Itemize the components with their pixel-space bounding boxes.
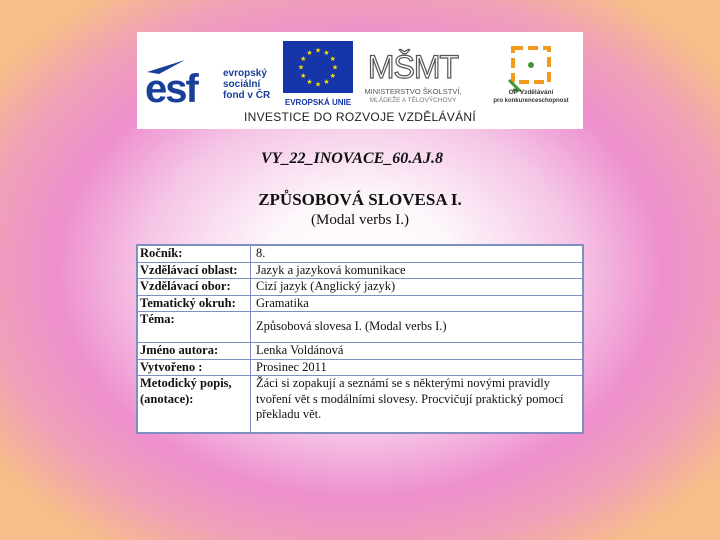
table-row xyxy=(137,343,583,360)
eu-star-icon: ★ xyxy=(306,78,313,87)
msmt-logo-text: MŠMT xyxy=(367,49,459,85)
row-label: Jméno autora: xyxy=(137,343,251,360)
row-label: Téma: xyxy=(137,312,251,343)
row-label: Metodický popis, (anotace): xyxy=(137,376,251,434)
funding-logos-banner xyxy=(137,32,583,129)
esf-logo xyxy=(145,60,271,111)
row-value: Žáci si zopakují a seznámí se s některými novými pravidly tvoření vět s modálními slovesy. Procvičují praktický pomocí překladu vět. xyxy=(251,376,584,434)
table-row xyxy=(137,279,583,296)
eu-star-icon: ★ xyxy=(323,48,330,57)
row-label: Vzdělávací oblast: xyxy=(137,262,251,279)
table-row xyxy=(137,295,583,312)
eu-star-icon: ★ xyxy=(329,55,336,63)
eu-star-icon: ★ xyxy=(323,78,330,87)
esf-logo-text: esf xyxy=(145,67,197,111)
table-row xyxy=(137,262,583,279)
eu-star-icon: ★ xyxy=(314,46,322,55)
eu-star-icon: ★ xyxy=(297,63,305,72)
eu-star-icon: ★ xyxy=(306,48,313,57)
eu-star-icon: ★ xyxy=(314,80,322,89)
metadata-table xyxy=(136,244,584,434)
banner-slogan: INVESTICE DO ROZVOJE VZDĚLÁVÁNÍ xyxy=(243,110,477,124)
document-code: VY_22_INOVACE_60.AJ.8 xyxy=(261,150,443,167)
esf-caption-3: fond v ČR xyxy=(223,90,271,101)
eu-star-icon: ★ xyxy=(329,72,336,80)
document-heading: ZPŮSOBOVÁ SLOVESA I. xyxy=(258,190,462,209)
document-subheading: (Modal verbs I.) xyxy=(311,212,409,228)
funding-logos xyxy=(137,32,583,129)
table-row xyxy=(137,245,583,262)
row-value: Lenka Voldánová xyxy=(251,343,584,360)
op-vzdelavani-logo xyxy=(493,48,568,104)
eu-flag-logo xyxy=(283,41,353,107)
op-dot xyxy=(528,62,534,68)
eu-star-icon: ★ xyxy=(300,72,307,80)
esf-caption-1: evropský xyxy=(223,68,267,79)
msmt-caption-2: MLÁDEŽE A TĚLOVÝCHOVY xyxy=(369,97,457,104)
row-value: Gramatika xyxy=(251,295,584,312)
table-row xyxy=(137,312,583,343)
table-row xyxy=(137,359,583,376)
esf-caption-2: sociální xyxy=(223,79,261,90)
eu-star-icon: ★ xyxy=(331,63,339,72)
row-value: Cizí jazyk (Anglický jazyk) xyxy=(251,279,584,296)
row-label: Vytvořeno : xyxy=(137,359,251,376)
table-row xyxy=(137,376,583,434)
op-caption-1: OP Vzdělávání xyxy=(508,89,554,96)
msmt-caption-1: MINISTERSTVO ŠKOLSTVÍ, xyxy=(364,87,462,96)
row-label: Tematický okruh: xyxy=(137,295,251,312)
eu-star-icon: ★ xyxy=(300,55,307,63)
row-label: Ročník: xyxy=(137,245,251,262)
row-value: 8. xyxy=(251,245,584,262)
row-value: Jazyk a jazyková komunikace xyxy=(251,262,584,279)
row-value: Prosinec 2011 xyxy=(251,359,584,376)
eu-caption: EVROPSKÁ UNIE xyxy=(284,98,352,107)
row-label: Vzdělávací obor: xyxy=(137,279,251,296)
msmt-logo xyxy=(364,49,461,104)
op-caption-2: pro konkurenceschopnost xyxy=(493,98,569,104)
row-value: Způsobová slovesa I. (Modal verbs I.) xyxy=(251,312,584,343)
